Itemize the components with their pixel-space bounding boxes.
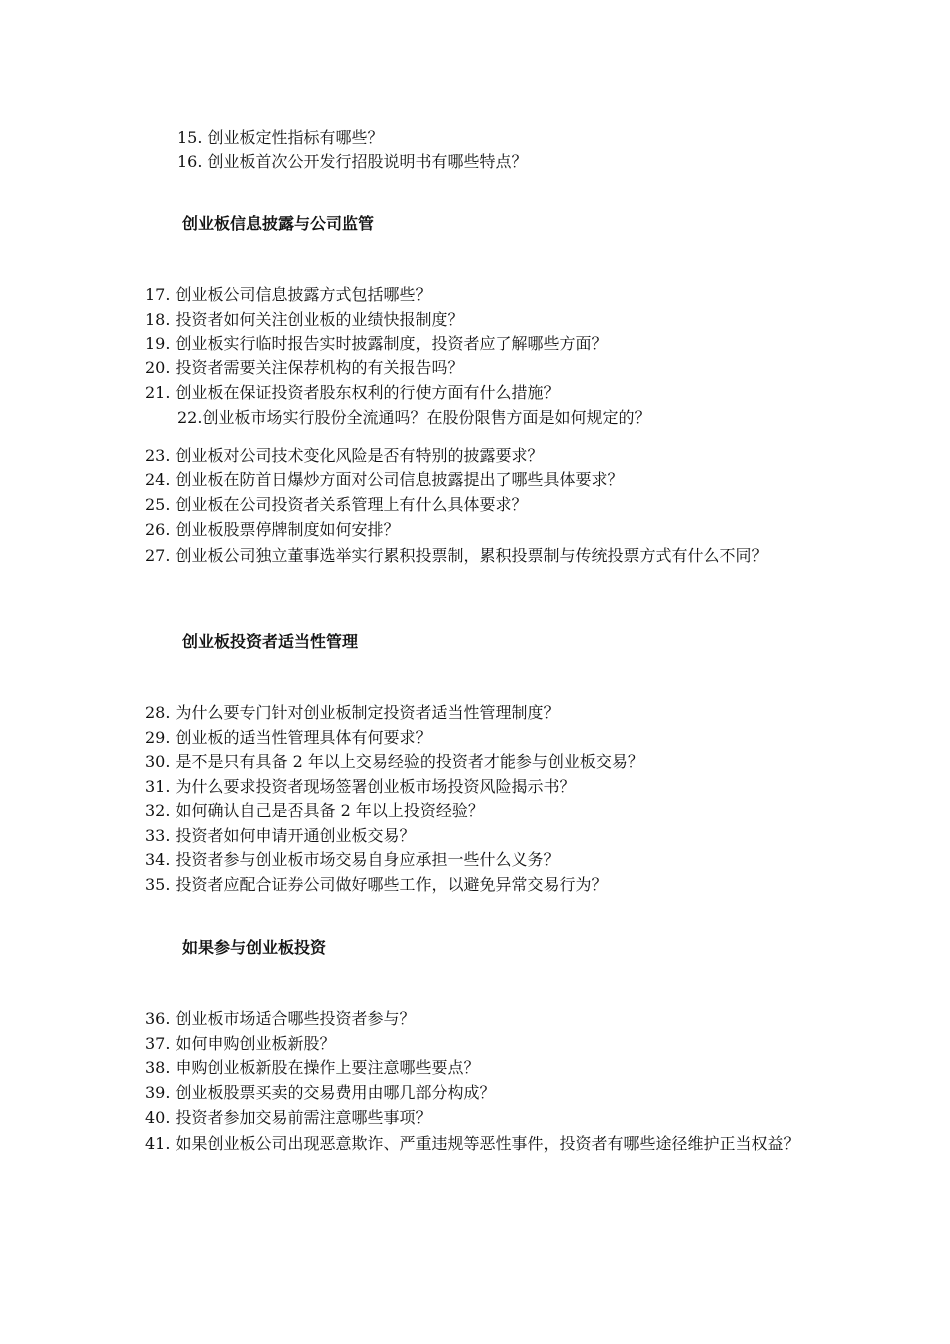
question-26: 26. 创业板股票停牌制度如何安排？ xyxy=(145,520,400,539)
question-38: 38. 申购创业板新股在操作上要注意哪些要点？ xyxy=(145,1058,480,1077)
question-27: 27. 创业板公司独立董事选举实行累积投票制，累积投票制与传统投票方式有什么不同？ xyxy=(145,546,768,565)
question-33: 33. 投资者如何申请开通创业板交易？ xyxy=(145,826,416,845)
question-29: 29. 创业板的适当性管理具体有何要求？ xyxy=(145,728,432,747)
question-36: 36. 创业板市场适合哪些投资者参与？ xyxy=(145,1009,416,1028)
question-18: 18. 投资者如何关注创业板的业绩快报制度？ xyxy=(145,310,464,329)
question-34: 34. 投资者参与创业板市场交易自身应承担一些什么义务？ xyxy=(145,850,560,869)
question-22: 22.创业板市场实行股份全流通吗？在股份限售方面是如何规定的？ xyxy=(177,408,651,427)
question-37: 37. 如何申购创业板新股？ xyxy=(145,1034,336,1053)
question-30: 30. 是不是只有具备 2 年以上交易经验的投资者才能参与创业板交易？ xyxy=(145,752,644,771)
question-32: 32. 如何确认自己是否具备 2 年以上投资经验？ xyxy=(145,801,484,820)
question-39: 39. 创业板股票买卖的交易费用由哪几部分构成？ xyxy=(145,1083,496,1102)
section-heading-suitability: 创业板投资者适当性管理 xyxy=(182,632,359,651)
section-heading-investing: 如果参与创业板投资 xyxy=(182,938,327,957)
question-23: 23. 创业板对公司技术变化风险是否有特别的披露要求？ xyxy=(145,446,544,465)
question-19: 19. 创业板实行临时报告实时披露制度，投资者应了解哪些方面？ xyxy=(145,334,608,353)
question-20: 20. 投资者需要关注保荐机构的有关报告吗？ xyxy=(145,358,464,377)
question-24: 24. 创业板在防首日爆炒方面对公司信息披露提出了哪些具体要求？ xyxy=(145,470,624,489)
question-17: 17. 创业板公司信息披露方式包括哪些？ xyxy=(145,285,432,304)
question-41: 41. 如果创业板公司出现恶意欺诈、严重违规等恶性事件，投资者有哪些途径维护正当权益？ xyxy=(145,1134,800,1153)
question-35: 35. 投资者应配合证券公司做好哪些工作，以避免异常交易行为？ xyxy=(145,875,608,894)
question-15: 15. 创业板定性指标有哪些？ xyxy=(177,128,384,147)
section-heading-disclosure: 创业板信息披露与公司监管 xyxy=(182,214,375,233)
question-21: 21. 创业板在保证投资者股东权利的行使方面有什么措施？ xyxy=(145,383,560,402)
question-40: 40. 投资者参加交易前需注意哪些事项？ xyxy=(145,1108,432,1127)
question-31: 31. 为什么要求投资者现场签署创业板市场投资风险揭示书？ xyxy=(145,777,576,796)
question-28: 28. 为什么要专门针对创业板制定投资者适当性管理制度？ xyxy=(145,703,560,722)
question-25: 25. 创业板在公司投资者关系管理上有什么具体要求？ xyxy=(145,495,528,514)
question-16: 16. 创业板首次公开发行招股说明书有哪些特点？ xyxy=(177,152,528,171)
